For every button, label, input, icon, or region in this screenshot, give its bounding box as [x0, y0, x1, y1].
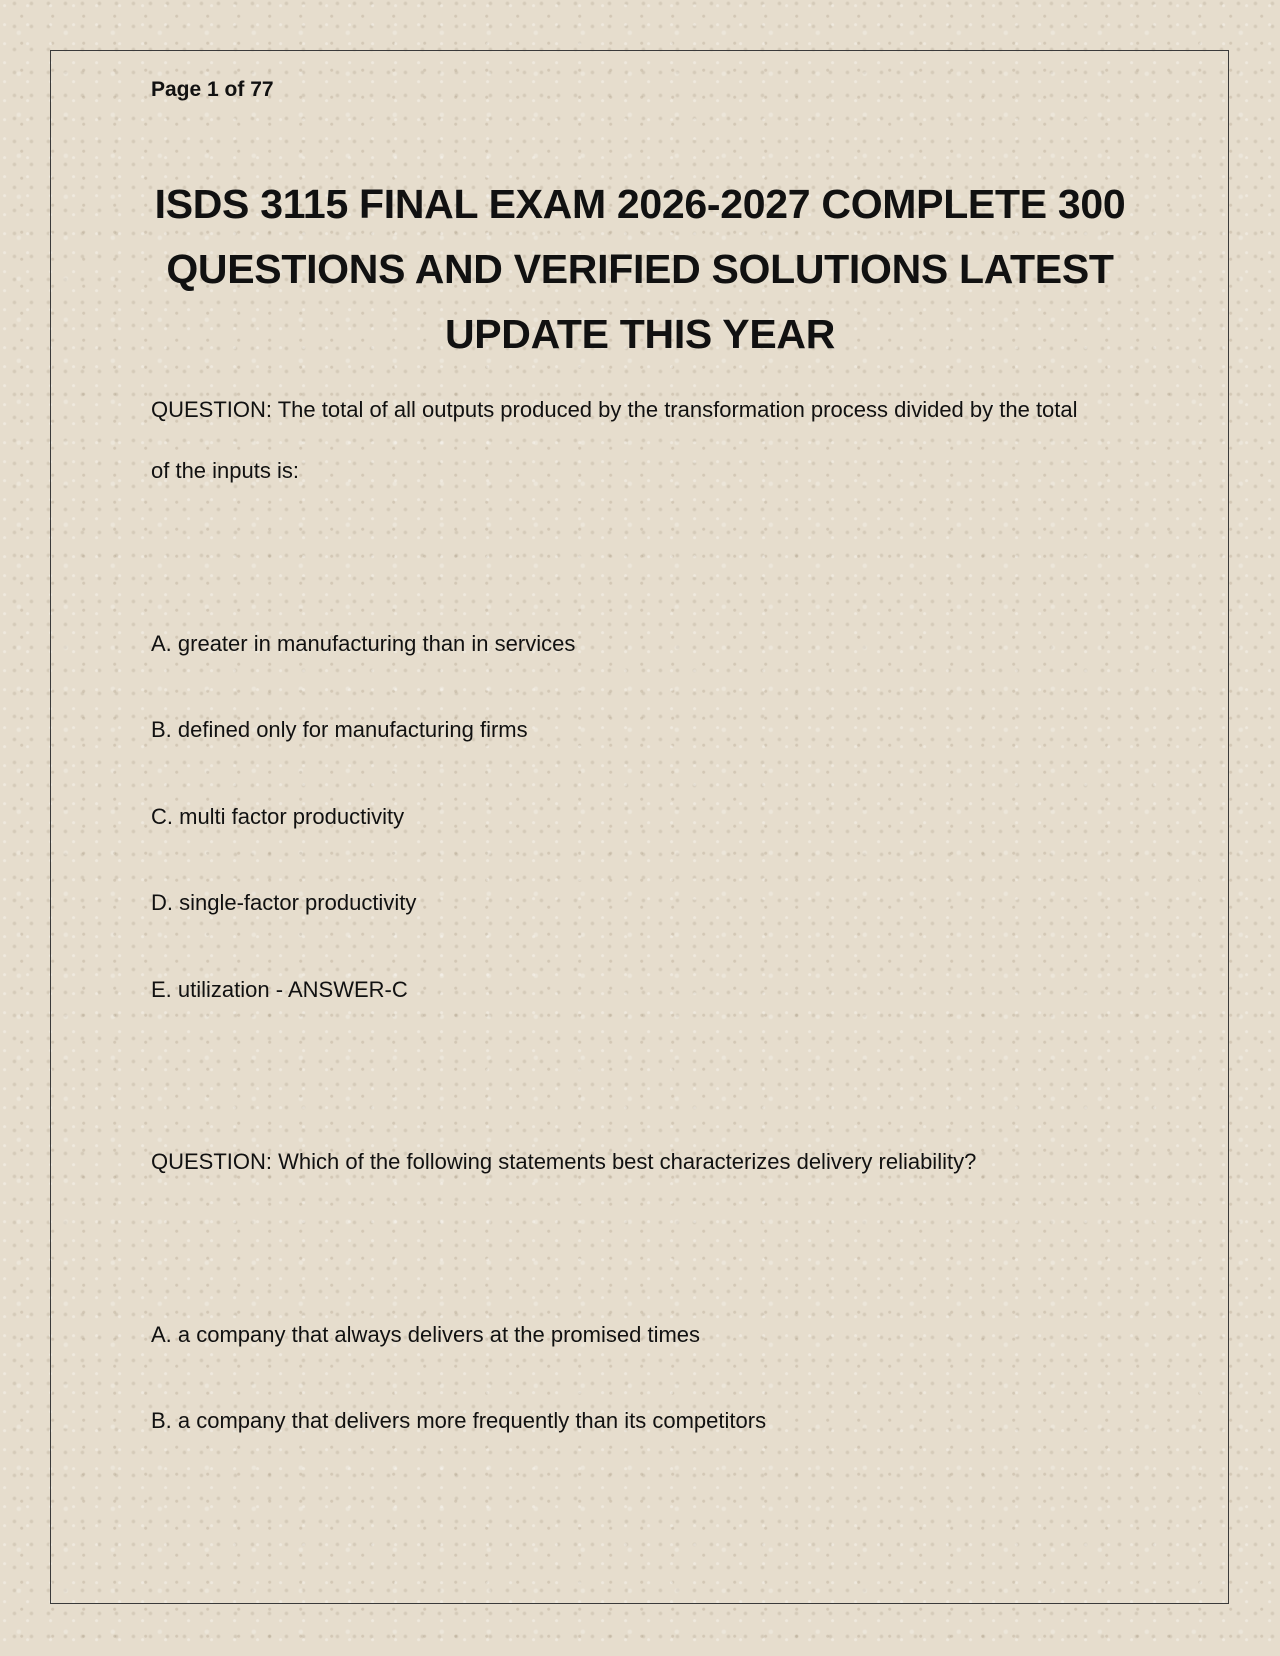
- question-1-prompt: QUESTION: The total of all outputs produced by the transformation process divided by the total: [151, 397, 1078, 422]
- document-title: ISDS 3115 FINAL EXAM 2026-2027 COMPLETE 300 QUESTIONS AND VERIFIED SOLUTIONS LATEST UPDATE THIS YEAR: [154, 181, 1126, 357]
- question-2-prompt: QUESTION: Which of the following statements best characterizes delivery reliability?: [151, 1149, 977, 1174]
- question-1-option-e-answer: E. utilization - ANSWER-C: [151, 977, 408, 1002]
- question-2-option-a: A. a company that always delivers at the promised times: [151, 1322, 701, 1347]
- page-number: Page 1 of 77: [151, 78, 274, 101]
- question-1-option-c: C. multi factor productivity: [151, 804, 405, 829]
- question-1-option-a: A. greater in manufacturing than in services: [151, 631, 576, 656]
- question-1-prompt-continued: of the inputs is:: [151, 458, 299, 483]
- question-1-option-d: D. single-factor productivity: [151, 890, 417, 915]
- question-1-option-b: B. defined only for manufacturing firms: [151, 717, 528, 742]
- question-2-option-b: B. a company that delivers more frequently than its competitors: [151, 1408, 767, 1433]
